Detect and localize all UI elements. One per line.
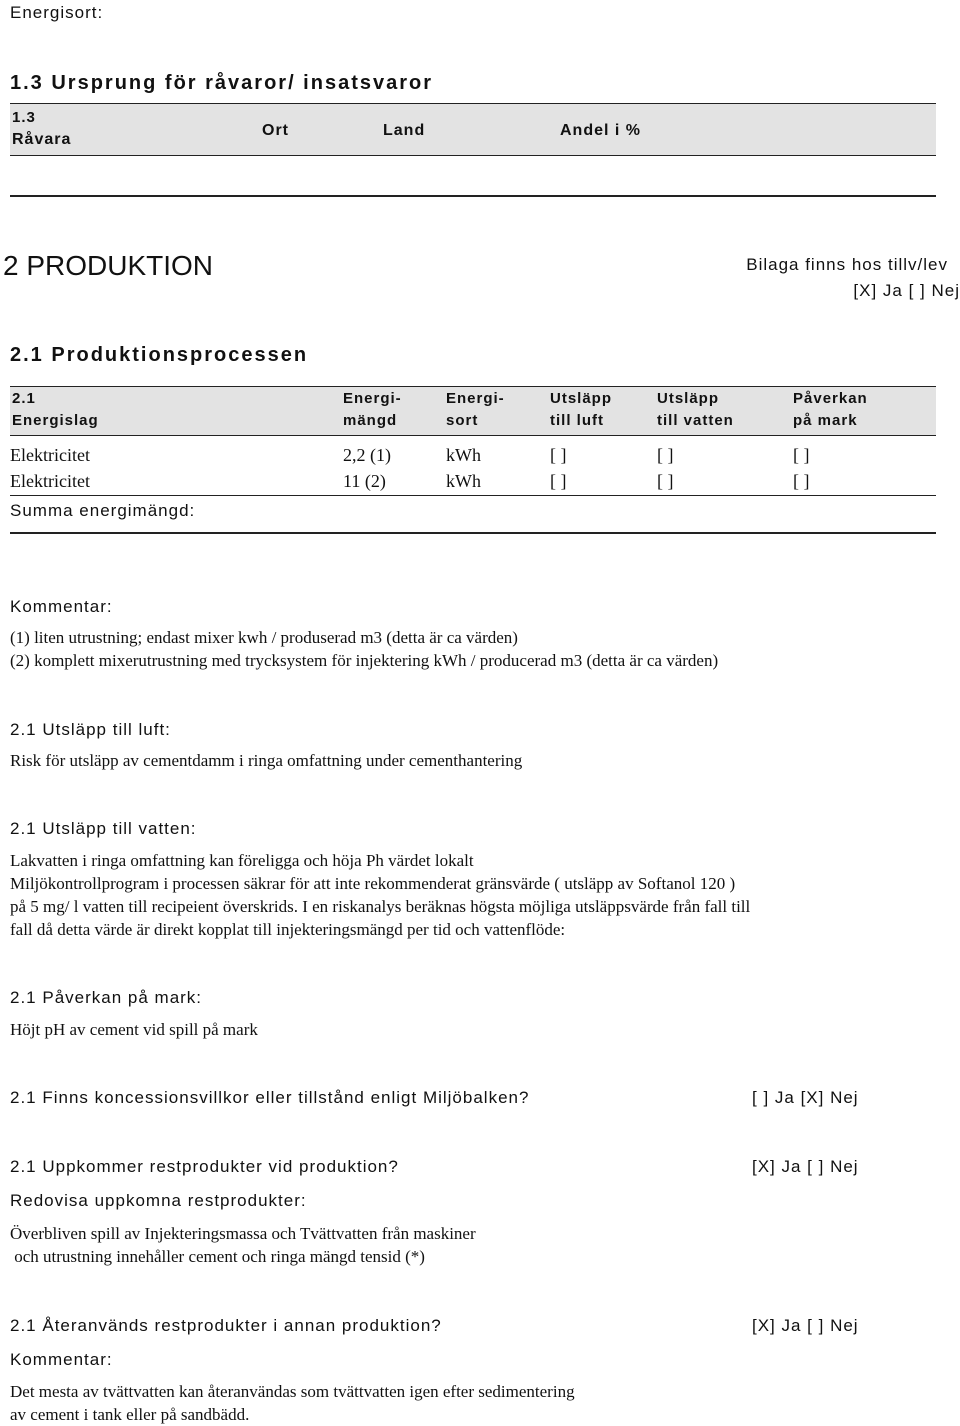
table-top-rule	[10, 103, 936, 104]
water-emission-label: 2.1 Utsläpp till vatten:	[10, 819, 197, 838]
row2-energy-unit: kWh	[446, 471, 481, 491]
raw-material-table-header	[10, 104, 936, 156]
water-emission-line-4: fall då detta värde är direkt kopplat till injekteringsmängd per tid och vattenflöde:	[10, 920, 566, 939]
row1-energy-type: Elektricitet	[10, 445, 90, 465]
energy-amount-col-header-2: mängd	[343, 412, 398, 429]
concession-answer[interactable]: [ ] Ja [X] Nej	[752, 1088, 859, 1107]
air-emission-col-header-2: till luft	[550, 412, 604, 429]
row1-air-checkbox[interactable]: [ ]	[550, 445, 567, 465]
reuse-line-2: av cement i tank eller på sandbädd.	[10, 1405, 250, 1424]
energy-table-top-rule	[10, 386, 936, 387]
appendix-label: Bilaga finns hos tillv/lev	[746, 255, 948, 274]
energy-sort-col-header-2: sort	[446, 412, 479, 429]
raw-material-col-number: 1.3	[12, 109, 36, 126]
row2-water-checkbox[interactable]: [ ]	[657, 471, 674, 491]
reuse-answer[interactable]: [X] Ja [ ] Nej	[752, 1316, 859, 1335]
residuals-question: 2.1 Uppkommer restprodukter vid produktion?	[10, 1157, 399, 1176]
energy-type-col-header: Energislag	[12, 412, 99, 429]
ground-impact-col-header-1: Påverkan	[793, 390, 868, 407]
reuse-question: 2.1 Återanvänds restprodukter i annan produktion?	[10, 1316, 442, 1335]
row1-energy-unit: kWh	[446, 445, 481, 465]
water-emission-col-header-1: Utsläpp	[657, 390, 720, 407]
row2-ground-checkbox[interactable]: [ ]	[793, 471, 810, 491]
row1-energy-amount[interactable]: 2,2 (1)	[343, 445, 391, 465]
air-emission-label: 2.1 Utsläpp till luft:	[10, 720, 171, 739]
water-emission-line-1: Lakvatten i ringa omfattning kan föreligga och höja Ph värdet lokalt	[10, 851, 474, 870]
reuse-line-1: Det mesta av tvättvatten kan återanvändas som tvättvatten igen efter sedimentering	[10, 1382, 575, 1401]
energy-amount-col-header-1: Energi-	[343, 390, 402, 407]
residuals-report-label: Redovisa uppkomna restprodukter:	[10, 1191, 307, 1210]
energy-sum-label: Summa energimängd:	[10, 501, 196, 520]
water-emission-line-2: Miljökontrollprogram i processen säkrar för att inte rekommenderat gränsvärde ( utsläpp av Softanol 120 )	[10, 874, 736, 893]
energy-rows-rule	[10, 495, 936, 496]
section-2-title: 2 PRODUKTION	[3, 250, 214, 281]
share-col-header: Andel i %	[560, 122, 642, 139]
section-2-1-heading: 2.1 Produktionsprocessen	[10, 344, 309, 366]
air-emission-text: Risk för utsläpp av cementdamm i ringa omfattning under cementhantering	[10, 751, 523, 770]
table-header-rule	[10, 155, 936, 156]
ground-impact-col-header-2: på mark	[793, 412, 858, 429]
row2-air-checkbox[interactable]: [ ]	[550, 471, 567, 491]
country-col-header: Land	[383, 122, 426, 139]
energy-type-label: Energisort:	[10, 3, 104, 22]
raw-material-table-bottom-rule	[10, 195, 936, 197]
concession-question: 2.1 Finns koncessionsvillkor eller tillstånd enligt Miljöbalken?	[10, 1088, 530, 1107]
appendix-choice[interactable]: [X] Ja [ ] Nej	[853, 281, 960, 300]
energy-col-number: 2.1	[12, 390, 36, 407]
energy-table-header-rule	[10, 435, 936, 436]
row1-ground-checkbox[interactable]: [ ]	[793, 445, 810, 465]
row1-water-checkbox[interactable]: [ ]	[657, 445, 674, 465]
section-1-3-heading: 1.3 Ursprung för råvaror/ insatsvaror	[10, 72, 434, 94]
water-emission-line-3: på 5 mg/ l vatten till recipeient överskrids. I en riskanalys beräknas högsta möjliga utsläppsvärde från fall till	[10, 897, 751, 916]
energy-sort-col-header-1: Energi-	[446, 390, 505, 407]
reuse-comment-label: Kommentar:	[10, 1350, 113, 1369]
location-col-header: Ort	[262, 122, 289, 139]
ground-impact-label: 2.1 Påverkan på mark:	[10, 988, 203, 1007]
residuals-line-2: och utrustning innehåller cement och ringa mängd tensid (*)	[10, 1247, 425, 1266]
ground-impact-text: Höjt pH av cement vid spill på mark	[10, 1020, 258, 1039]
air-emission-col-header-1: Utsläpp	[550, 390, 613, 407]
comment-line-2: (2) komplett mixerutrustning med trycksystem för injektering kWh / producerad m3 (detta är ca värden)	[10, 651, 719, 670]
residuals-answer[interactable]: [X] Ja [ ] Nej	[752, 1157, 859, 1176]
water-emission-col-header-2: till vatten	[657, 412, 734, 429]
comment-label: Kommentar:	[10, 597, 113, 616]
row2-energy-amount[interactable]: 11 (2)	[343, 471, 386, 491]
energy-table-bottom-rule	[10, 532, 936, 534]
comment-line-1: (1) liten utrustning; endast mixer kwh / produserad m3 (detta är ca värden)	[10, 628, 518, 647]
row2-energy-type: Elektricitet	[10, 471, 90, 491]
raw-material-col-header: Råvara	[12, 131, 72, 148]
residuals-line-1: Överbliven spill av Injekteringsmassa och Tvättvatten från maskiner	[10, 1224, 476, 1243]
